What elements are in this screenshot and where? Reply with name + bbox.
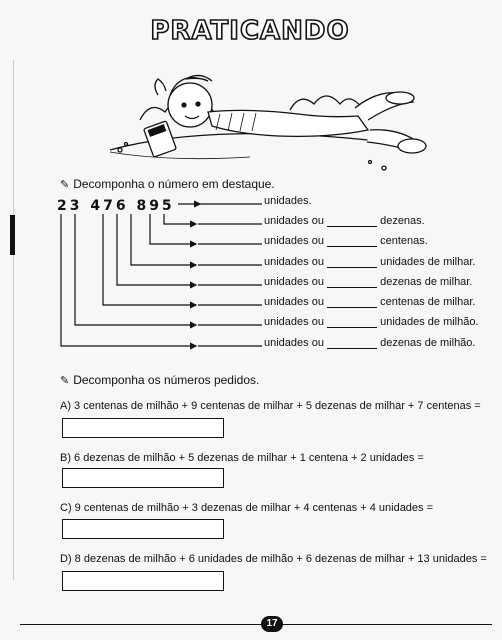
- boy-illustration: [100, 50, 430, 180]
- row-7-blank[interactable]: [327, 337, 377, 349]
- exercise-a: [60, 400, 492, 412]
- row-2-blank[interactable]: [327, 235, 377, 247]
- pencil-icon: ✎: [60, 178, 70, 191]
- row-3-blank[interactable]: [327, 256, 377, 268]
- answer-box-b[interactable]: [62, 468, 224, 488]
- row-0-label: unidades.: [264, 195, 312, 207]
- page-number: 17: [261, 616, 283, 632]
- binding-edge-mark: [10, 215, 15, 255]
- instruction-1-text: Decomponha o número em destaque.: [73, 177, 275, 191]
- page-title: PRATICANDO: [150, 16, 350, 46]
- row-4-label: unidades ou: [264, 276, 324, 288]
- decomposition-row-5: [264, 296, 475, 308]
- exercise-c-text: C) 9 centenas de milhão + 3 dezenas de milhar + 4 centenas + 4 unidades =: [60, 502, 434, 514]
- row-7-label: unidades ou: [264, 337, 324, 349]
- row-1-unit: dezenas.: [380, 215, 425, 227]
- footer-line: [20, 624, 492, 625]
- exercise-b-text: B) 6 dezenas de milhão + 5 dezenas de milhar + 1 centena + 2 unidades =: [60, 452, 424, 464]
- row-3-label: unidades ou: [264, 256, 324, 268]
- exercise-b: [60, 452, 492, 464]
- highlighted-number: 23 476 895: [57, 198, 175, 214]
- exercise-d-text: D) 8 dezenas de milhão + 6 unidades de milhão + 6 dezenas de milhar + 13 unidades =: [60, 553, 487, 565]
- decomposition-row-2: [264, 235, 428, 247]
- exercise-c: [60, 502, 492, 514]
- instruction-1: [60, 177, 275, 191]
- row-6-label: unidades ou: [264, 316, 324, 328]
- decomposition-row-6: [264, 316, 479, 328]
- answer-box-c[interactable]: [62, 519, 224, 539]
- decomposition-row-0: [264, 195, 312, 207]
- row-2-label: unidades ou: [264, 235, 324, 247]
- row-5-blank[interactable]: [327, 296, 377, 308]
- row-2-unit: centenas.: [380, 235, 428, 247]
- row-5-label: unidades ou: [264, 296, 324, 308]
- answer-box-a[interactable]: [62, 418, 224, 438]
- instruction-2: [60, 373, 259, 387]
- exercise-d: [60, 553, 492, 565]
- row-1-blank[interactable]: [327, 215, 377, 227]
- binding-edge-line: [13, 60, 14, 580]
- pencil-icon: ✎: [60, 374, 70, 387]
- row-6-unit: unidades de milhão.: [380, 316, 479, 328]
- row-5-unit: centenas de milhar.: [380, 296, 476, 308]
- row-4-unit: dezenas de milhar.: [380, 276, 473, 288]
- row-7-unit: dezenas de milhão.: [380, 337, 476, 349]
- row-4-blank[interactable]: [327, 276, 377, 288]
- exercise-a-text: A) 3 centenas de milhão + 9 centenas de milhar + 5 dezenas de milhar + 7 centenas =: [60, 400, 481, 412]
- answer-box-d[interactable]: [62, 571, 224, 591]
- decomposition-row-3: [264, 256, 475, 268]
- row-3-unit: unidades de milhar.: [380, 256, 476, 268]
- decomposition-row-1: [264, 215, 425, 227]
- instruction-2-text: Decomponha os números pedidos.: [73, 373, 260, 387]
- decomposition-row-4: [264, 276, 472, 288]
- row-6-blank[interactable]: [327, 316, 377, 328]
- decomposition-row-7: [264, 337, 475, 349]
- row-1-label: unidades ou: [264, 215, 324, 227]
